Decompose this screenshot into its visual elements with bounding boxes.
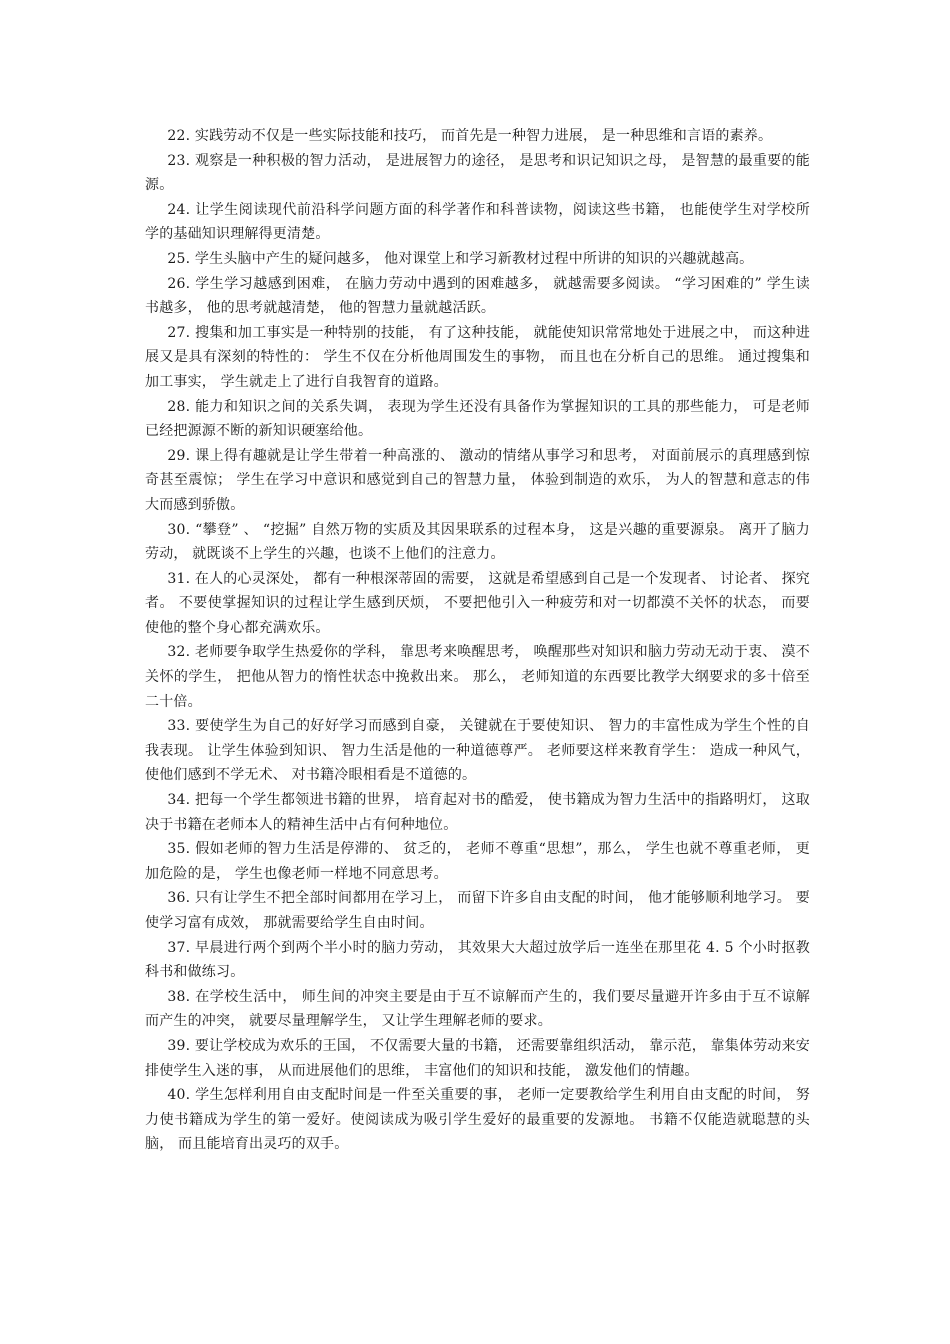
paragraph-23: 23. 观察是一种积极的智力活动， 是进展智力的途径， 是思考和识记知识之母， 是智慧的最重要的能源。 <box>145 152 810 194</box>
paragraph-39: 39. 要让学校成为欢乐的王国， 不仅需要大量的书籍， 还需要靠组织活动， 靠示范， 靠集体劳动来安排使学生入迷的事， 从而进展他们的思维， 丰富他们的知识和技能， 激发他们的情趣。 <box>145 1037 810 1079</box>
paragraph-37: 37. 早晨进行两个到两个半小时的脑力劳动， 其效果大大超过放学后一连坐在那里花 4. 5 个小时抠教科书和做练习。 <box>145 939 810 981</box>
paragraph-22: 22. 实践劳动不仅是一些实际技能和技巧， 而首先是一种智力进展， 是一种思维和言语的素养。 <box>167 128 773 144</box>
paragraph-34: 34. 把每一个学生都领进书籍的世界， 培育起对书的酷爱， 使书籍成为智力生活中的指路明灯， 这取决于书籍在老师本人的精神生活中占有何种地位。 <box>145 792 810 833</box>
paragraph-25: 25. 学生头脑中产生的疑问越多， 他对课堂上和学习新教材过程中所讲的知识的兴趣就越高。 <box>167 250 754 267</box>
paragraph-26: 26. 学生学习越感到困难， 在脑力劳动中遇到的困难越多， 就越需要多阅读。 “学习困难的” 学生读书越多， 他的思考就越清楚， 他的智慧力量就越活跃。 <box>145 275 810 317</box>
paragraph-32: 32. 老师要争取学生热爱你的学科， 靠思考来唤醒思考， 唤醒那些对知识和脑力劳动无动于衷、 漠不关怀的学生， 把他从智力的惰性状态中挽救出来。 那么， 老师知道的东西要比教学大纲要求的多十倍至二十倍。 <box>145 644 810 710</box>
paragraph-29: 29. 课上得有趣就是让学生带着一种高涨的、 激动的情绪从事学习和思考， 对面前展示的真理感到惊奇甚至震惊； 学生在学习中意识和感觉到自己的智慧力量， 体验到制造的欢乐， 为人的智慧和意志的伟大而感到骄傲。 <box>145 447 810 513</box>
paragraph-31: 31. 在人的心灵深处， 都有一种根深蒂固的需要， 这就是希望感到自己是一个发现者、 讨论者、 探究者。 不要使掌握知识的过程让学生感到厌烦， 不要把他引入一种疲劳和对一切都漠不关怀的状态， 而要使他的整个身心都充满欢乐。 <box>145 570 810 636</box>
paragraph-28: 28. 能力和知识之间的关系失调， 表现为学生还没有具备作为掌握知识的工具的那些能力， 可是老师已经把源源不断的新知识硬塞给他。 <box>145 398 810 440</box>
paragraph-36: 36. 只有让学生不把全部时间都用在学习上， 而留下许多自由支配的时间， 他才能够顺利地学习。 要使学习富有成效， 那就需要给学生自由时间。 <box>145 890 810 931</box>
paragraph-35: 35. 假如老师的智力生活是停滞的、 贫乏的， 老师不尊重“思想”，那么， 学生也就不尊重老师， 更加危险的是， 学生也像老师一样地不同意思考。 <box>145 841 810 882</box>
paragraph-38: 38. 在学校生活中， 师生间的冲突主要是由于互不谅解而产生的，我们要尽量避开许多由于互不谅解而产生的冲突， 就要尽量理解学生， 又让学生理解老师的要求。 <box>145 988 810 1030</box>
paragraph-40: 40. 学生怎样利用自由支配时间是一件至关重要的事， 老师一定要教给学生利用自由支配的时间， 努力使书籍成为学生的第一爱好。使阅读成为吸引学生爱好的最重要的发源地。 书籍不仅能造就聪慧的头脑， 而且能培育出灵巧的双手。 <box>145 1087 810 1153</box>
paragraph-33: 33. 要使学生为自己的好好学习而感到自豪， 关键就在于要使知识、 智力的丰富性成为学生个性的自我表现。 让学生体验到知识、 智力生活是他的一种道德尊严。 老师要这样来教育学生： 造成一种风气，使他们感到不学无术、 对书籍冷眼相看是不道德的。 <box>145 718 810 784</box>
paragraph-24: 24. 让学生阅读现代前沿科学问题方面的科学著作和科普读物，阅读这些书籍， 也能使学生对学校所学的基础知识理解得更清楚。 <box>145 201 810 243</box>
document-body <box>145 124 810 1157</box>
paragraph-30: 30. “攀登” 、 “挖掘” 自然万物的实质及其因果联系的过程本身， 这是兴趣的重要源泉。 离开了脑力劳动， 就既谈不上学生的兴趣，也谈不上他们的注意力。 <box>145 521 810 563</box>
paragraph-27: 27. 搜集和加工事实是一种特别的技能， 有了这种技能， 就能使知识常常地处于进展之中， 而这种进展又是具有深刻的特性的： 学生不仅在分析他周围发生的事物， 而且也在分析自己的思维。 通过搜集和加工事实， 学生就走上了进行自我智育的道路。 <box>145 324 810 390</box>
